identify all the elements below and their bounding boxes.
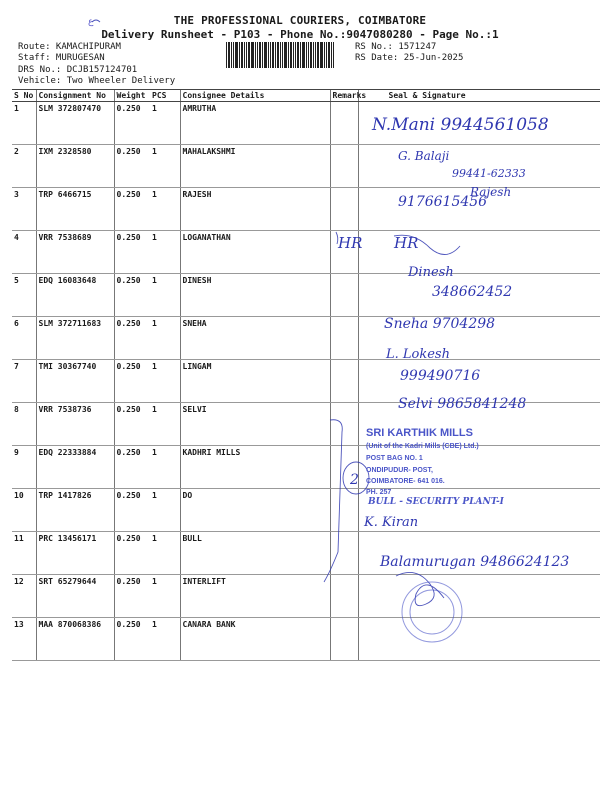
cell-signature [358,403,600,446]
cell-consignment-no: MAA 870068386 [36,618,114,661]
barcode-bar [308,42,309,68]
table-header-row [12,90,600,102]
cell-remarks [330,575,358,618]
cell-pcs: 1 [150,274,180,317]
cell-pcs: 1 [150,231,180,274]
cell-remarks [330,403,358,446]
barcode-bar [228,42,230,68]
table-row [12,188,600,231]
table-row [12,575,600,618]
barcode-bar [270,42,271,68]
cell-remarks [330,532,358,575]
cell-signature [358,102,600,145]
cell-remarks [330,360,358,403]
cell-sno: 2 [12,145,36,188]
sig-row-8: Selvi 9865841248 [398,396,527,412]
cell-sno: 13 [12,618,36,661]
cell-signature [358,489,600,532]
drs-number: DRS No.: DCJB157124701 [18,65,138,75]
staff-info: Staff: MURUGESAN [18,53,105,63]
cell-sno: 9 [12,446,36,489]
cell-consignee: LINGAM [180,360,330,403]
vehicle-info: Vehicle: Two Wheeler Delivery [18,76,176,86]
cell-consignee: AMRUTHA [180,102,330,145]
cell-pcs: 1 [150,532,180,575]
cell-weight: 0.250 [114,489,150,532]
col-weight: Weight [114,90,150,102]
table-row [12,102,600,145]
table-row [12,145,600,188]
barcode-bar [317,42,319,68]
cell-signature [358,575,600,618]
cell-sno: 11 [12,532,36,575]
cell-consignee: SELVI [180,403,330,446]
rs-info [355,42,463,64]
barcode-bar [231,42,232,68]
cell-consignment-no: EDQ 16083648 [36,274,114,317]
cell-consignee: BULL [180,532,330,575]
barcode-bar [226,42,227,68]
cell-consignee: CANARA BANK [180,618,330,661]
cell-consignment-no: SRT 65279644 [36,575,114,618]
table-row [12,532,600,575]
barcode-bar [235,42,238,68]
cell-pcs: 1 [150,188,180,231]
barcode-bar [297,42,299,68]
barcode-bar [255,42,256,68]
table-row [12,274,600,317]
cell-pcs: 1 [150,446,180,489]
barcode-bar [313,42,314,68]
barcode-bar [251,42,254,68]
cell-remarks [330,188,358,231]
cell-pcs: 1 [150,360,180,403]
barcode-bar [264,42,267,68]
rs-date: RS Date: 25-Jun-2025 [355,53,464,63]
sig-row-3-phone: 9176615456 [398,194,488,210]
cell-consignee: DO [180,489,330,532]
sig-row-2-name: G. Balaji [398,149,450,163]
barcode-bar [293,42,294,68]
cell-pcs: 1 [150,102,180,145]
cell-sno: 6 [12,317,36,360]
cell-pcs: 1 [150,575,180,618]
stamp-line-1: SRI KARTHIK MILLS [366,427,473,439]
cell-consignment-no: VRR 7538736 [36,403,114,446]
barcode-bar [257,42,258,68]
barcode-bar [277,42,279,68]
cell-weight: 0.250 [114,360,150,403]
barcode-bar [288,42,289,68]
sig-row-2-phone: 99441-62333 [452,167,526,180]
sig-row-5-phone: 348662452 [432,284,513,300]
cell-weight: 0.250 [114,188,150,231]
col-signature: Seal & Signature [358,90,600,102]
cell-signature [358,274,600,317]
cell-weight: 0.250 [114,618,150,661]
col-sno: S No [12,90,36,102]
stamp-line-5: COIMBATORE- 641 016. [366,478,445,485]
barcode-bar [290,42,292,68]
cell-pcs: 1 [150,489,180,532]
sig-row-7-name: L. Lokesh [386,347,450,362]
barcode-bar [326,42,327,68]
sig-row-5-name: Dinesh [408,265,454,280]
cell-sno: 7 [12,360,36,403]
cell-remarks [330,489,358,532]
cell-pcs: 1 [150,317,180,360]
cell-signature [358,360,600,403]
sig-row-4b: HR [394,234,419,252]
circled-mark: 2 [350,472,359,488]
company-title: THE PROFESSIONAL COURIERS, COIMBATORE [173,14,427,27]
barcode [226,42,346,68]
cell-signature [358,145,600,188]
barcode-bar [233,42,234,68]
cell-weight: 0.250 [114,231,150,274]
route-info: Route: KAMACHIPURAM [18,42,121,52]
cell-signature [358,231,600,274]
col-consignee: Consignee Details [180,90,330,102]
barcode-bar [244,42,245,68]
cell-consignee: MAHALAKSHMI [180,145,330,188]
sig-row-11-sign: K. Kiran [364,515,419,530]
cell-weight: 0.250 [114,317,150,360]
cell-remarks [330,231,358,274]
cell-sno: 4 [12,231,36,274]
sig-row-1: N.Mani 9944561058 [372,115,549,135]
sig-row-11-seal: BULL - SECURITY PLANT-I [368,497,504,507]
barcode-bar [300,42,301,68]
barcode-bar [315,42,316,68]
sig-row-12: Balamurugan 9486624123 [380,554,570,570]
barcode-bar [246,42,247,68]
barcode-bar [302,42,305,68]
cell-sno: 5 [12,274,36,317]
stamp-line-3: POST BAG NO. 1 [366,455,423,462]
table-row [12,489,600,532]
barcode-bar [328,42,330,68]
cell-consignee: INTERLIFT [180,575,330,618]
cell-remarks [330,317,358,360]
cell-remarks [330,446,358,489]
barcode-bar [324,42,325,68]
cell-sno: 1 [12,102,36,145]
cell-consignment-no: TRP 6466715 [36,188,114,231]
cell-signature [358,317,600,360]
cell-weight: 0.250 [114,446,150,489]
table-row [12,317,600,360]
cell-weight: 0.250 [114,575,150,618]
sig-row-4: HR [338,234,363,252]
cell-consignee: SNEHA [180,317,330,360]
sig-row-6: Sneha 9704298 [384,316,496,332]
sig-row-7-phone: 999490716 [400,368,481,384]
barcode-bar [239,42,240,68]
runsheet-table [12,89,600,661]
barcode-bar [241,42,243,68]
barcode-bar [306,42,307,68]
cell-remarks [330,102,358,145]
cell-weight: 0.250 [114,532,150,575]
cell-consignment-no: SLM 372711683 [36,317,114,360]
table-row [12,446,600,489]
barcode-bar [262,42,263,68]
barcode-bar [248,42,250,68]
barcode-bar [275,42,276,68]
cell-weight: 0.250 [114,145,150,188]
cell-consignment-no: IXM 2328580 [36,145,114,188]
cell-signature [358,618,600,661]
cell-sno: 3 [12,188,36,231]
cell-signature [358,532,600,575]
cell-consignee: LOGANATHAN [180,231,330,274]
cell-sno: 8 [12,403,36,446]
cell-pcs: 1 [150,403,180,446]
barcode-bar [259,42,261,68]
stamp-line-4: ONDIPUDUR- POST, [366,467,433,474]
cell-consignee: KADHRI MILLS [180,446,330,489]
table-row [12,360,600,403]
runsheet-subtitle: Delivery Runsheet - P103 - Phone No.:9047080280 - Page No.:1 [101,28,499,41]
barcode-bar [331,42,332,68]
col-consignment: Consignment No [36,90,114,102]
barcode-bar [295,42,296,68]
cell-consignment-no: EDQ 22333884 [36,446,114,489]
table-row [12,403,600,446]
table-row [12,231,600,274]
cell-consignment-no: PRC 13456171 [36,532,114,575]
barcode-bar [333,42,334,68]
barcode-bar [280,42,281,68]
rs-number: RS No.: 1571247 [355,42,437,52]
barcode-bar [282,42,283,68]
col-remarks: Remarks [330,90,358,102]
cell-weight: 0.250 [114,274,150,317]
stamp-line-6: PH. 257 [366,489,392,496]
barcode-bar [272,42,274,68]
cell-weight: 0.250 [114,403,150,446]
cell-consignment-no: VRR 7538689 [36,231,114,274]
stamp-line-2: (Unit of the Kadri Mills (CBE) Ltd.) [366,443,479,450]
barcode-bar [284,42,287,68]
corner-pen-mark: ع [88,17,94,27]
barcode-bar [320,42,323,68]
barcode-bar [268,42,269,68]
cell-remarks [330,145,358,188]
cell-consignment-no: SLM 372807470 [36,102,114,145]
cell-consignee: RAJESH [180,188,330,231]
cell-sno: 12 [12,575,36,618]
cell-consignee: DINESH [180,274,330,317]
cell-signature [358,446,600,489]
col-pcs: PCS [150,90,180,102]
cell-sno: 10 [12,489,36,532]
cell-pcs: 1 [150,618,180,661]
cell-remarks [330,618,358,661]
barcode-bar [310,42,312,68]
cell-pcs: 1 [150,145,180,188]
sig-row-3-name: Rajesh [470,185,512,199]
cell-consignment-no: TRP 1417826 [36,489,114,532]
cell-weight: 0.250 [114,102,150,145]
cell-signature [358,188,600,231]
cell-remarks [330,274,358,317]
table-row [12,618,600,661]
cell-consignment-no: TMI 30367740 [36,360,114,403]
